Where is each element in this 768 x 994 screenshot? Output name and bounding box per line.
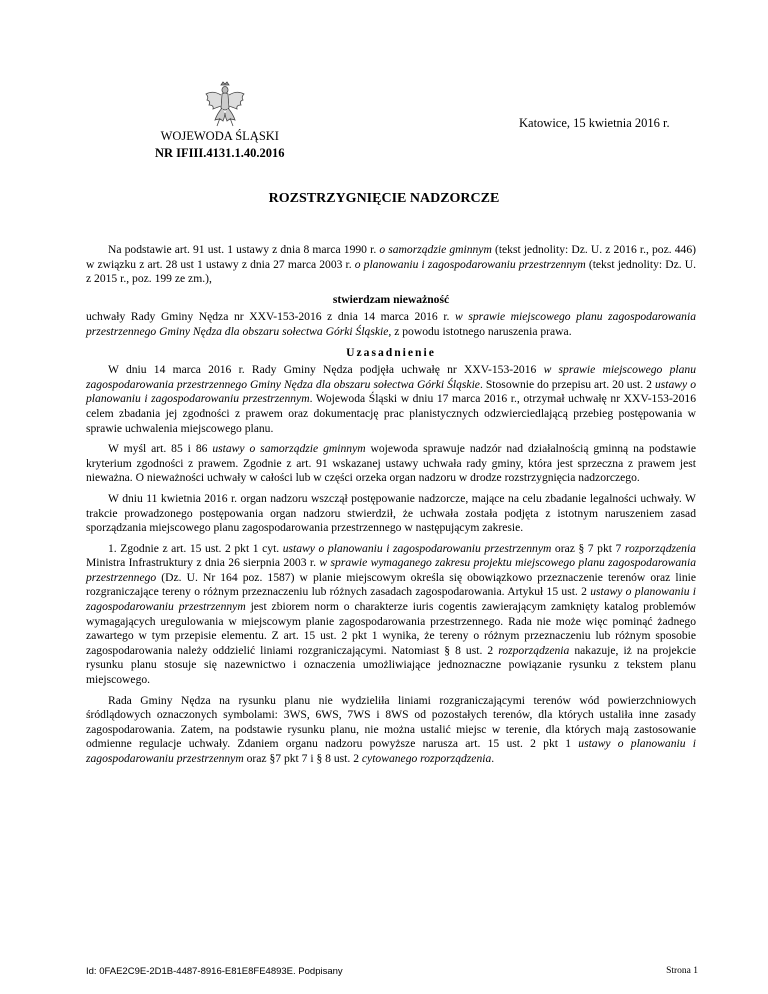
place-and-date: Katowice, 15 kwietnia 2016 r. [519,116,670,130]
case-signature: NR IFIII.4131.1.40.2016 [155,146,285,160]
legal-basis-paragraph: Na podstawie art. 91 ust. 1 ustawy z dnia 8 marca 1990 r. o samorządzie gminnym (tekst jednolity: Dz. U. z 2016 r., poz. 446) w związku z art. 28 ust 1 ustawy z dnia 27 marca 2003 r. o planowaniu i zagospodarowaniu przestrzennym (tekst jednolity: Dz. U. z 2015 r., poz. 199 ze zm.), [86,243,697,286]
document-body [86,243,696,773]
document-id: Id: 0FAE2C9E-2D1B-4487-8916-E81E8FE4893E. Podpisany [86,966,343,977]
justification-paragraph-2: W myśl art. 85 i 86 ustawy o samorządzie gminnym wojewoda sprawuje nadzór nad działalnością gminną na podstawie kryterium zgodności z prawem. Zgodnie z art. 91 wskazanej ustawy uchwała rady gminy, która jest sprzeczna z prawem jest nieważna. O nieważności uchwały w całości lub w części orzeka organ nadzoru w drodze rozstrzygnięcia nadzorczego. [86,442,696,485]
resolution-paragraph: uchwały Rady Gminy Nędza nr XXV-153-2016 z dnia 14 marca 2016 r. w sprawie miejscowego planu zagospodarowania przestrzennego Gminy Nędza dla obszaru sołectwa Górki Śląskie, z powodu istotnego naruszenia prawa. [86,310,696,338]
page-number: Strona 1 [666,966,698,976]
justification-paragraph-3: W dniu 11 kwietnia 2016 r. organ nadzoru wszczął postępowanie nadzorcze, mające na celu zbadanie legalności uchwały. W trakcie prowadzonego postępowania organ nadzoru stwierdził, że uchwała została podjęta z istotnym naruszeniem zasad sporządzania miejscowego planu zagospodarowania przestrzennego w następującym zakresie. [86,491,696,535]
polish-eagle-emblem-icon [203,80,247,128]
justification-paragraph-4: 1. Zgodnie z art. 15 ust. 2 pkt 1 cyt. ustawy o planowaniu i zagospodarowaniu przestrzennym oraz § 7 pkt 7 rozporządzenia Ministra Infrastruktury z dnia 26 sierpnia 2003 r. w sprawie wymaganego zakresu projektu miejscowego planu zagospodarowania przestrzennego (Dz. U. Nr 164 poz. 1587) w planie miejscowym określa się obowiązkowo przeznaczenie terenów oraz linie rozgraniczające tereny o różnym przeznaczeniu lub różnych zasadach zagospodarowania. Artykuł 15 ust. 2 ustawy o planowaniu i zagospodarowaniu przestrzennym jest zbiorem norm o charakterze iuris cogentis zawierającym zamknięty katalog problemów wymagających uregulowania w miejscowym planie zagospodarowania przestrzennego. Rada nie może więc pominąć żadnego zawartego w tym przepisie elementu. Z art. 15 ust. 2 pkt 1 wynika, że tereny o różnym przeznaczeniu lub różnym sposobie zagospodarowania należy oddzielić liniami rozgraniczającymi. Natomiast § 8 ust. 2 rozporządzenia nakazuje, iż na projekcie rysunku planu stosuje się nazewnictwo i oznaczenia umożliwiające jednoznaczne powiązanie rysunku z tekstem planu miejscowego. [86,541,696,687]
issuing-office-block [155,128,285,162]
justification-heading: Uzasadnienie [346,345,436,359]
document-title: ROZSTRZYGNIĘCIE NADZORCZE [268,191,500,206]
justification-paragraph-5: Rada Gminy Nędza na rysunku planu nie wydzieliła liniami rozgraniczającymi terenów wód powierzchniowych śródlądowych oznaczonych symbolami: 3WS, 6WS, 7WS i 8WS od pozostałych terenów, dla których ustaliła inne zasady zagospodarowania. Zatem, na podstawie rysunku planu, nie można ustalić miejsc w terenie, dla których mają zastosowanie odmienne regulacje uchwały. Zdaniem organu nadzoru powyższe narusza art. 15 ust. 2 pkt 1 ustawy o planowaniu i zagospodarowaniu przestrzennym oraz §7 pkt 7 i § 8 ust. 2 cytowanego rozporządzenia. [86,693,696,765]
office-name: WOJEWODA ŚLĄSKI [160,129,279,143]
justification-paragraph-1: W dniu 14 marca 2016 r. Rady Gminy Nędza podjęła uchwałę nr XXV-153-2016 w sprawie miejscowego planu zagospodarowania przestrzennego Gminy Nędza dla obszaru sołectwa Górki Śląskie. Stosownie do przepisu art. 20 ust. 2 ustawy o planowaniu i zagospodarowaniu przestrzennym. Wojewoda Śląski w dniu 17 marca 2016 r., otrzymał uchwałę nr XXV-153-2016 celem zbadania jej zgodności z prawem oraz dokumentację prac planistycznych odzwierciedlającą przebieg postępowania w sprawie uchwalenia miejscowego planu. [86,363,696,435]
decision-statement: stwierdzam nieważność [332,292,450,306]
